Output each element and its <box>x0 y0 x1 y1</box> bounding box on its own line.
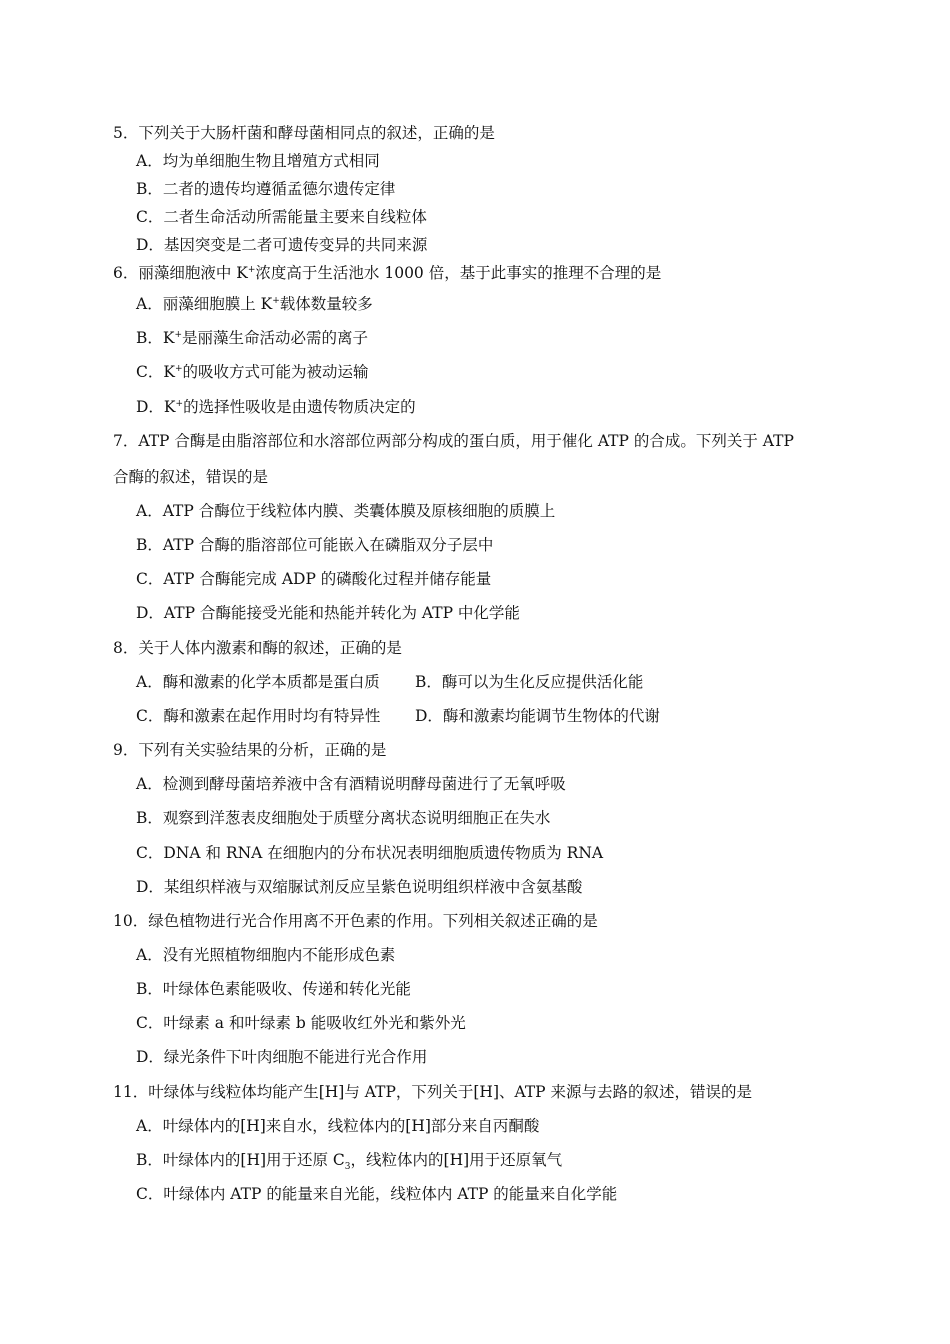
question-11-option-c: C．叶绿体内 ATP 的能量来自光能，线粒体内 ATP 的能量来自化学能 <box>136 1185 618 1203</box>
question-5-option-c: C．二者生命活动所需能量主要来自线粒体 <box>136 208 427 226</box>
question-8-option-b: B．酶可以为生化反应提供活化能 <box>415 673 644 691</box>
question-8-stem: 8．关于人体内激素和酶的叙述，正确的是 <box>113 639 402 657</box>
question-5-stem: 5．下列关于大肠杆菌和酵母菌相同点的叙述，正确的是 <box>113 124 495 142</box>
question-5-option-d: D．基因突变是二者可遗传变异的共同来源 <box>136 236 428 254</box>
question-7-option-b: B．ATP 合酶的脂溶部位可能嵌入在磷脂双分子层中 <box>136 536 494 554</box>
question-9-stem: 9．下列有关实验结果的分析，正确的是 <box>113 741 387 759</box>
question-11-stem: 11．叶绿体与线粒体均能产生[H]与 ATP，下列关于[H]、ATP 来源与去路的叙述，错误的是 <box>113 1083 753 1101</box>
question-7-stem-line1: 7．ATP 合酶是由脂溶部位和水溶部位两部分构成的蛋白质，用于催化 ATP 的合成。下列关于 ATP <box>113 432 794 450</box>
question-6-option-c: C．K+的吸收方式可能为被动运输 <box>136 363 369 381</box>
question-9-option-d: D．某组织样液与双缩脲试剂反应呈紫色说明组织样液中含氨基酸 <box>136 878 583 896</box>
question-8-option-a: A．酶和激素的化学本质都是蛋白质 <box>136 673 380 691</box>
question-9-option-b: B．观察到洋葱表皮细胞处于质壁分离状态说明细胞正在失水 <box>136 809 551 827</box>
question-7-option-a: A．ATP 合酶位于线粒体内膜、类囊体膜及原核细胞的质膜上 <box>136 502 556 520</box>
question-6-option-d: D．K+的选择性吸收是由遗传物质决定的 <box>136 398 416 416</box>
question-10-stem: 10．绿色植物进行光合作用离不开色素的作用。下列相关叙述正确的是 <box>113 912 598 930</box>
question-8-option-d: D．酶和激素均能调节生物体的代谢 <box>415 707 660 725</box>
question-7-option-c: C．ATP 合酶能完成 ADP 的磷酸化过程并储存能量 <box>136 570 492 588</box>
question-11-option-b: B．叶绿体内的[H]用于还原 $C_3$，线粒体内的[H]用于还原氧气 <box>136 1151 563 1173</box>
question-5-option-a: A．均为单细胞生物且增殖方式相同 <box>136 152 380 170</box>
question-10-option-a: A．没有光照植物细胞内不能形成色素 <box>136 946 396 964</box>
question-5-option-b: B．二者的遗传均遵循孟德尔遗传定律 <box>136 180 396 198</box>
question-8-option-c: C．酶和激素在起作用时均有特异性 <box>136 707 381 725</box>
question-6-option-b: B．K+是丽藻生命活动必需的离子 <box>136 329 369 347</box>
question-6-stem: 6．丽藻细胞液中 K+浓度高于生活池水 1000 倍，基于此事实的推理不合理的是 <box>113 264 662 282</box>
question-11-option-a: A．叶绿体内的[H]来自水，线粒体内的[H]部分来自丙酮酸 <box>136 1117 540 1135</box>
question-6-option-a: A．丽藻细胞膜上 K+载体数量较多 <box>136 295 373 313</box>
question-10-option-c: C．叶绿素 a 和叶绿素 b 能吸收红外光和紫外光 <box>136 1014 466 1032</box>
question-9-option-a: A．检测到酵母菌培养液中含有酒精说明酵母菌进行了无氧呼吸 <box>136 775 566 793</box>
question-10-option-d: D．绿光条件下叶肉细胞不能进行光合作用 <box>136 1048 428 1066</box>
question-9-option-c: C．DNA 和 RNA 在细胞内的分布状况表明细胞质遗传物质为 RNA <box>136 844 604 862</box>
question-7-stem-line2: 合酶的叙述，错误的是 <box>113 468 269 486</box>
question-7-option-d: D．ATP 合酶能接受光能和热能并转化为 ATP 中化学能 <box>136 604 520 622</box>
question-10-option-b: B．叶绿体色素能吸收、传递和转化光能 <box>136 980 411 998</box>
